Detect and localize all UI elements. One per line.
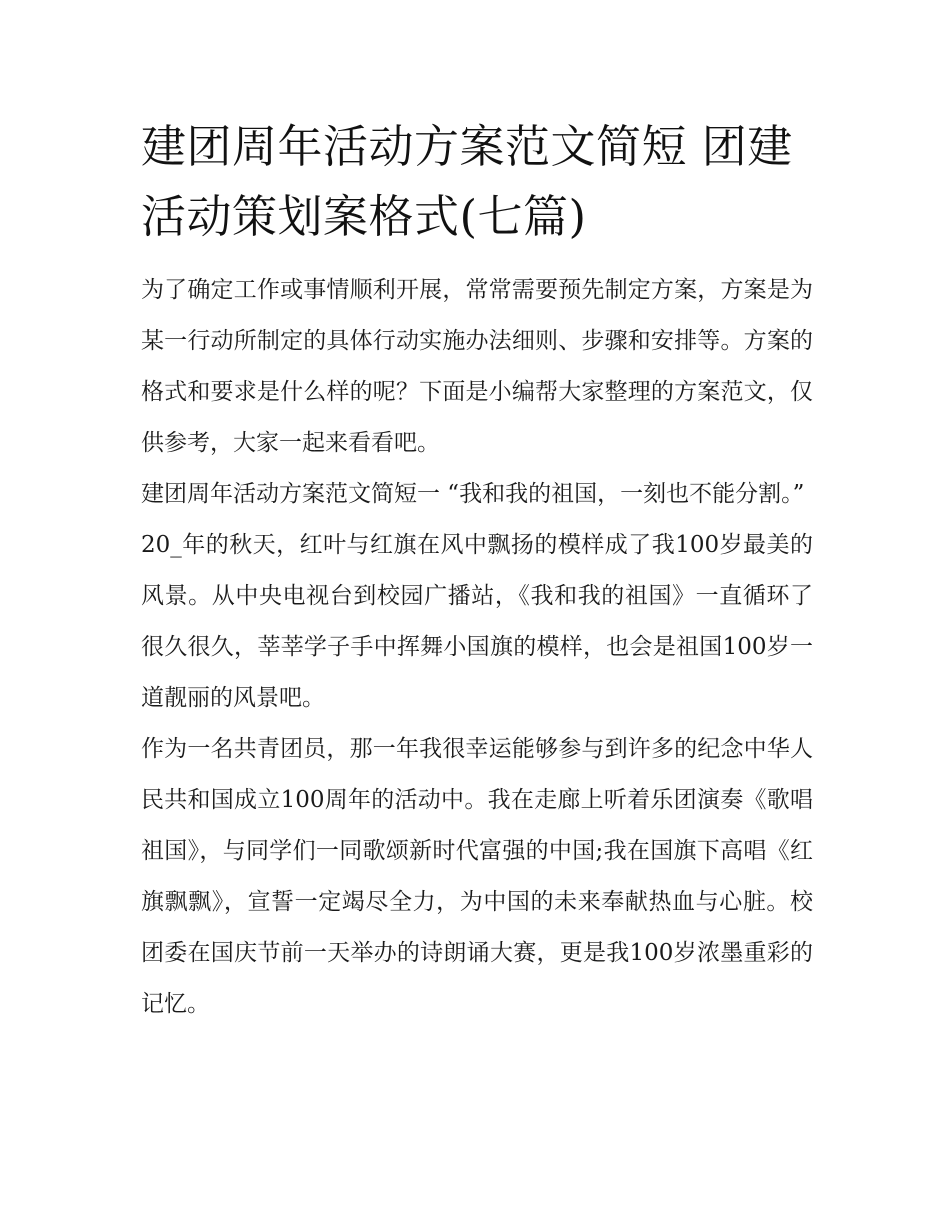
document-title: 建团周年活动方案范文简短 团建活动策划案格式(七篇) [141, 120, 793, 243]
paragraph-intro: 为了确定工作或事情顺利开展，常常需要预先制定方案，方案是为某一行动所制定的具体行动实施办法细则、步骤和安排等。方案的格式和要求是什么样的呢？下面是小编帮大家整理的方案范文，仅供参考，大家一起来看看吧。 [141, 277, 813, 456]
document-page [141, 112, 813, 1030]
paragraph-autumn: 20_年的秋天，红叶与红旗在风中飘扬的模样成了我100岁最美的风景。从中央电视台到校园广播站，《我和我的祖国》一直循环了很久很久，莘莘学子手中挥舞小国旗的模样，也会是祖国100岁一道靓丽的风景吧。 [141, 532, 813, 711]
paragraph-section-heading: 建团周年活动方案范文简短一 “我和我的祖国，一刻也不能分割。” [141, 481, 805, 507]
paragraph-league-member: 作为一名共青团员，那一年我很幸运能够参与到许多的纪念中华人民共和国成立100周年的活动中。我在走廊上听着乐团演奏《歌唱祖国》，与同学们一同歌颂新时代富强的中国;我在国旗下高唱《红旗飘飘》，宣誓一定竭尽全力，为中国的未来奉献热血与心脏。校团委在国庆节前一天举办的诗朗诵大赛，更是我100岁浓墨重彩的记忆。 [141, 736, 813, 1017]
